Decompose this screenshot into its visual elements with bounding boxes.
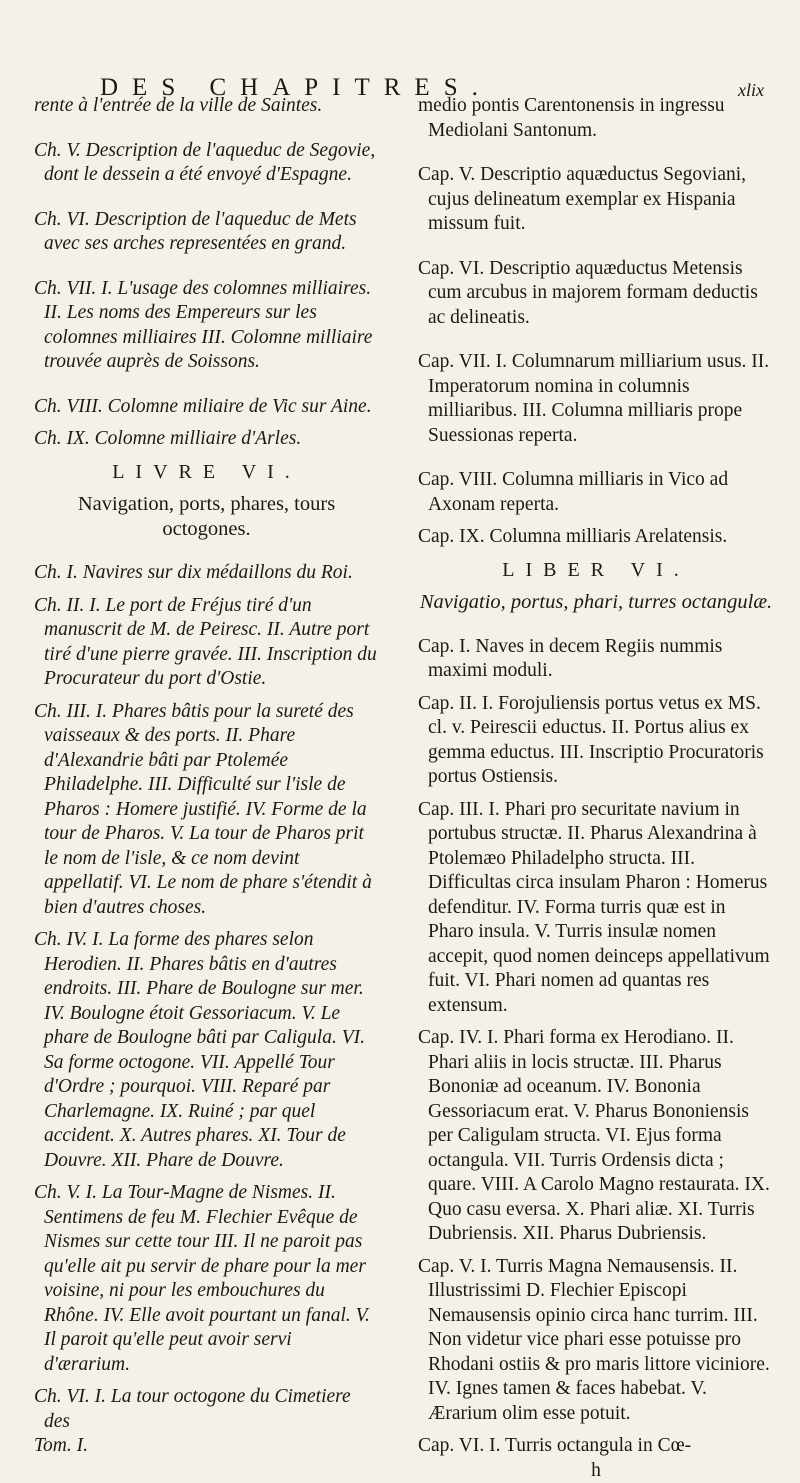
volume-signature: Tom. I.: [34, 1434, 379, 1459]
chapter-entry: Cap. VI. I. Turris octangula in Cœ-: [418, 1434, 774, 1459]
chapter-entry: Ch. I. Navires sur dix médaillons du Roi.: [34, 561, 379, 586]
chapter-entry: Cap. V. Descriptio aquæductus Segoviani, cujus delineatum exemplar ex Hispania missum fuit.: [418, 163, 774, 237]
running-title: DES CHAPITRES.: [100, 74, 492, 102]
book-heading: LIBER VI.: [418, 558, 774, 583]
chapter-entry: Ch. VII. I. L'usage des colomnes milliaires. II. Les noms des Empereurs sur les colomnes milliaires III. Colomne milliaire trouvée auprès de Soissons.: [34, 277, 379, 375]
chapter-entry: Ch. V. Description de l'aqueduc de Segovie, dont le dessein a été envoyé d'Espagne.: [34, 139, 379, 188]
chapter-entry: Cap. VI. Descriptio aquæductus Metensis cum arcubus in majorem formam deductis ac delineatis.: [418, 257, 774, 331]
chapter-entry: Ch. VI. I. La tour octogone du Cimetiere des: [34, 1385, 379, 1434]
chapter-entry: Cap. III. I. Phari pro securitate navium in portubus structæ. II. Pharus Alexandrina à Ptolemæo Philadelpho structa. III. Difficultas circa insulam Pharon : Homerus defenditur. IV. Forma turris quæ est in Pharo insula. V. Turris insulæ nomen accepit, quod nomen deinceps appellativum fuit. VI. Phari nomen ad quantas res extensum.: [418, 798, 774, 1019]
folio-number: xlix: [738, 80, 764, 101]
book-heading: LIVRE VI.: [34, 460, 379, 485]
chapter-entry: Cap. IX. Columna milliaris Arelatensis.: [418, 525, 774, 550]
chapter-entry: Cap. V. I. Turris Magna Nemausensis. II. Illustrissimi D. Flechier Episcopi Nemausensis opinio circa hanc turrim. III. Non videtur vice phari esse potuisse pro Rhodani ostiis & pro maris littore viciniore. IV. Ignes tamen & faces habebat. V. Ærarium olim esse potuit.: [418, 1255, 774, 1427]
chapter-entry: Cap. I. Naves in decem Regiis nummis maximi moduli.: [418, 635, 774, 684]
chapter-entry: Ch. IV. I. La forme des phares selon Herodien. II. Phares bâtis en d'autres endroits. III. Phare de Boulogne sur mer. IV. Boulogne étoit Gessoriacum. V. Le phare de Boulogne bâti par Caligula. VI. Sa forme octogone. VII. Appellé Tour d'Ordre ; pourquoi. VIII. Reparé par Charlemagne. IX. Ruiné ; par quel accident. X. Autres phares. XI. Tour de Douvre. XII. Phare de Douvre.: [34, 928, 379, 1173]
chapter-entry: Ch. III. I. Phares bâtis pour la sureté des vaisseaux & des ports. II. Phare d'Alexandrie bâti par Ptolemée Philadelphe. III. Difficulté sur l'isle de Pharos : Homere justifié. IV. Forme de la tour de Pharos. V. La tour de Pharos prit le nom de l'isle, & ce nom devint appellatif. VI. Le nom de phare s'étendit à bien d'autres choses.: [34, 700, 379, 921]
chapter-entry: Cap. VII. I. Columnarum milliarium usus. II. Imperatorum nomina in columnis milliaribus. III. Columna milliaris prope Suessionas reperta.: [418, 350, 774, 448]
signature-mark: h: [418, 1459, 774, 1483]
chapter-entry: Ch. V. I. La Tour-Magne de Nismes. II. Sentimens de feu M. Flechier Evêque de Nismes sur cette tour III. Il ne paroit pas qu'elle ait pu servir de phare pour la mer voisine, ni pour les embouchures du Rhône. IV. Elle avoit pourtant un fanal. V. Il paroit qu'elle peut avoir servi d'ærarium.: [34, 1181, 379, 1377]
entry-continuation: medio pontis Carentonensis in ingressu Mediolani Santonum.: [418, 94, 774, 143]
chapter-entry: Cap. II. I. Forojuliensis portus vetus ex MS. cl. v. Peirescii eductus. II. Portus alius ex gemma eductus. III. Inscriptio Procuratoris portus Ostiensis.: [418, 692, 774, 790]
right-column-latin: [418, 94, 774, 1483]
book-subject: Navigation, ports, phares, tours octogones.: [34, 492, 379, 541]
entry-continuation: rente à l'entrée de la ville de Saintes.: [34, 94, 379, 119]
chapter-entry: Ch. II. I. Le port de Fréjus tiré d'un manuscrit de M. de Peiresc. II. Autre port tiré d'une pierre gravée. III. Inscription du Procurateur du port d'Ostie.: [34, 594, 379, 692]
book-subject: Navigatio, portus, phari, turres octangulæ.: [418, 590, 774, 615]
chapter-entry: Ch. VI. Description de l'aqueduc de Mets avec ses arches representées en grand.: [34, 208, 379, 257]
chapter-entry: Ch. VIII. Colomne miliaire de Vic sur Aine.: [34, 395, 379, 420]
chapter-entry: Cap. IV. I. Phari forma ex Herodiano. II. Phari aliis in locis structæ. III. Pharus Bononiæ ad oceanum. IV. Bononia Gessoriacum erat. V. Pharus Bononiensis per Caligulam structa. VI. Ejus forma octangula. VII. Turris Ordensis dicta ; quare. VIII. A Carolo Magno restaurata. IX. Quo casu eversa. X. Phari aliæ. XI. Turris Dubriensis. XII. Pharus Dubriensis.: [418, 1026, 774, 1247]
chapter-entry: Ch. IX. Colomne milliaire d'Arles.: [34, 427, 379, 452]
left-column-french: [34, 94, 379, 1459]
chapter-entry: Cap. VIII. Columna milliaris in Vico ad Axonam reperta.: [418, 468, 774, 517]
